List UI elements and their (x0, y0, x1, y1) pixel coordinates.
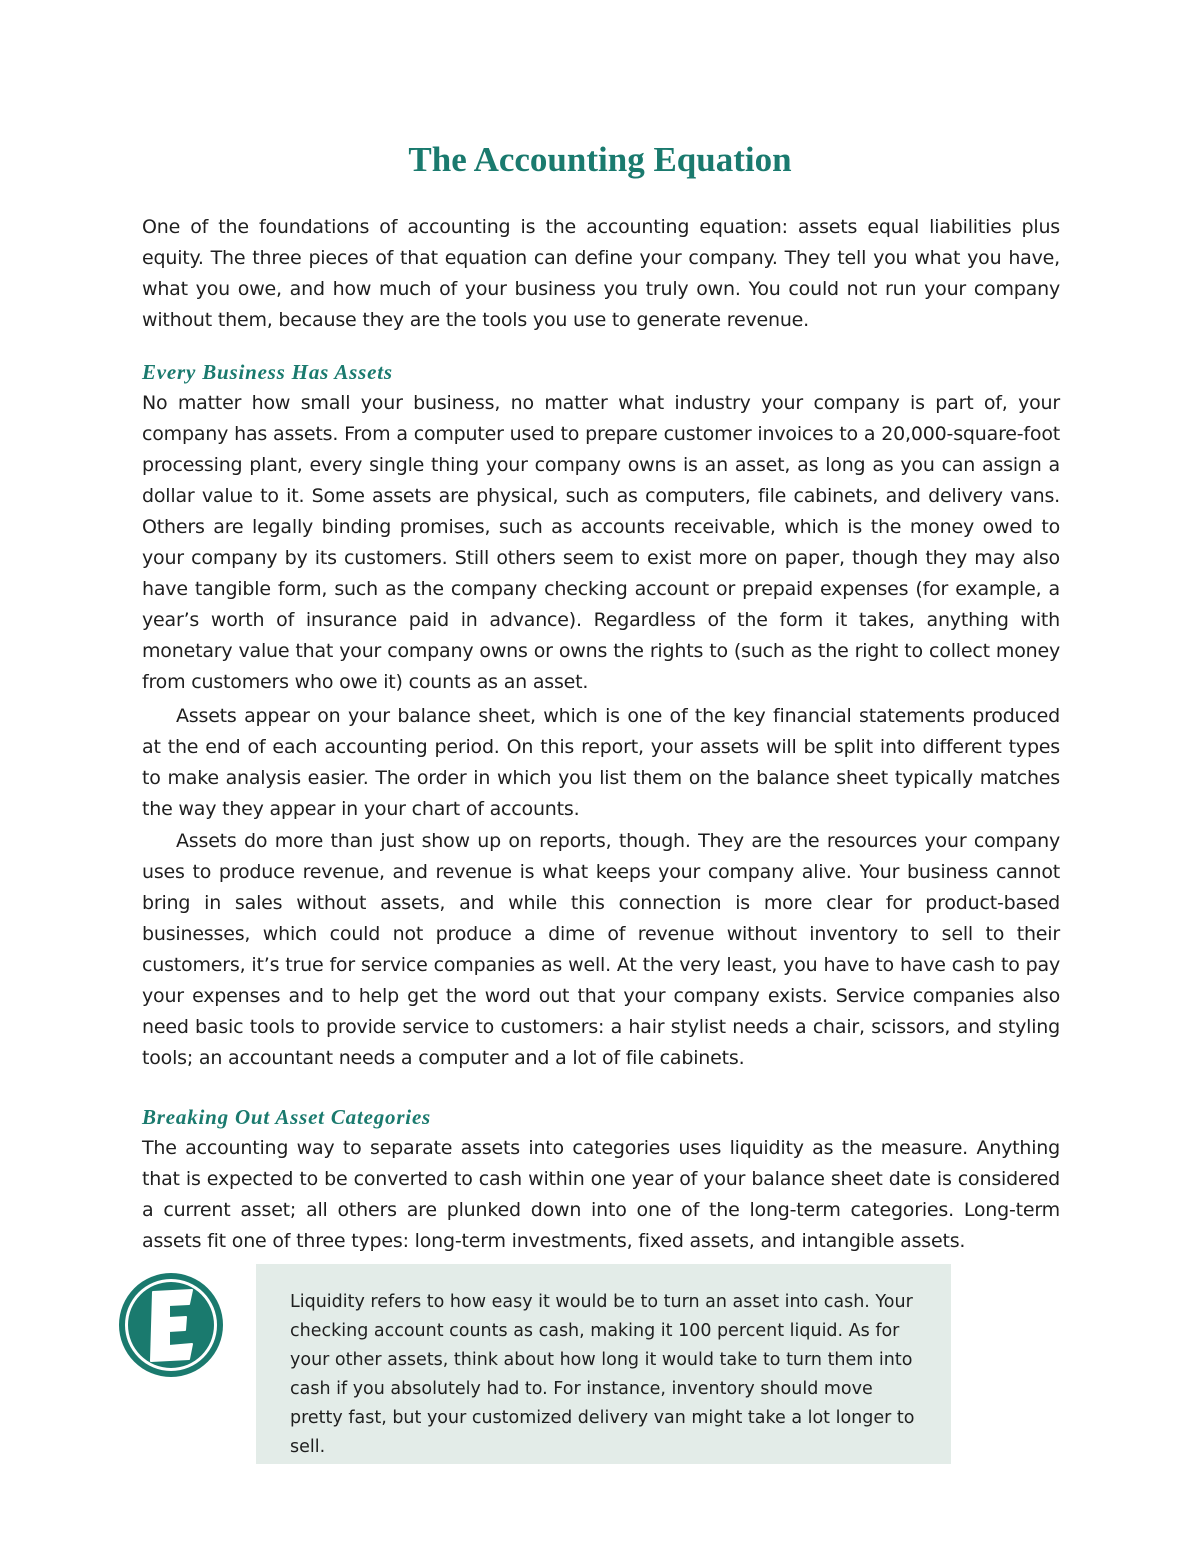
section-heading-assets: Every Business Has Assets (142, 360, 393, 384)
section-heading-categories: Breaking Out Asset Categories (142, 1105, 432, 1129)
callout-text: Liquidity refers to how easy it would be to turn an asset into cash. Your checking account counts as cash, making it 100 percent liquid. As for your other assets, think about how long it would take to turn them into cash if you absolutely had to. For instance, inventory should move pretty fast, but your customized delivery van might take a lot longer to sell. (290, 1292, 915, 1457)
callout-box (256, 1264, 951, 1464)
assets-paragraph-3: Assets do more than just show up on reports, though. They are the resources your company uses to produce revenue, and revenue is what keeps your company alive. Your business cannot bring in sales without assets, and while this connection is more clear for product-based businesses, which could not produce a dime of revenue without inventory to sell to their customers, it’s true for service companies as well. At the very least, you have to have cash to pay your expenses and to help get the word out that your company exists. Service companies also need basic tools to provide service to customers: a hair stylist needs a chair, scissors, and styling tools; an accountant needs a computer and a lot of file cabinets. (142, 830, 1060, 1069)
intro-paragraph: One of the foundations of accounting is the accounting equation: assets equal liabilities plus equity. The three pieces of that equation can define your company. They tell you what you have, what you owe, and how much of your business you truly own. You could not run your company without them, because they are the tools you use to generate revenue. (142, 216, 1060, 331)
categories-paragraph-1: The accounting way to separate assets into categories uses liquidity as the measure. Anything that is expected to be converted to cash within one year of your balance sheet date is considered a current asset; all others are plunked down into one of the long-term categories. Long-term assets fit one of three types: long-term investments, fixed assets, and intangible assets. (142, 1137, 1060, 1252)
page-title: The Accounting Equation (408, 140, 792, 179)
assets-paragraph-2: Assets appear on your balance sheet, which is one of the key financial statements produced at the end of each accounting period. On this report, your assets will be split into different types to make analysis easier. The order in which you list them on the balance sheet typically matches the way they appear in your chart of accounts. (142, 705, 1060, 820)
assets-paragraph-1: No matter how small your business, no matter what industry your company is part of, your company has assets. From a computer used to prepare customer invoices to a 20,000-square-foot processing plant, every single thing your company owns is an asset, as long as you can assign a dollar value to it. Some assets are physical, such as computers, file cabinets, and delivery vans. Others are legally binding promises, such as accounts receivable, which is the money owed to your company by its customers. Still others seem to exist more on paper, though they may also have tangible form, such as the company checking account or prepaid expenses (for example, a year’s worth of insurance paid in advance). Regardless of the form it takes, anything with monetary value that your company owns or owns the rights to (such as the right to collect money from customers who owe it) counts as an asset. (142, 392, 1060, 693)
e-letter-icon (116, 1270, 226, 1380)
